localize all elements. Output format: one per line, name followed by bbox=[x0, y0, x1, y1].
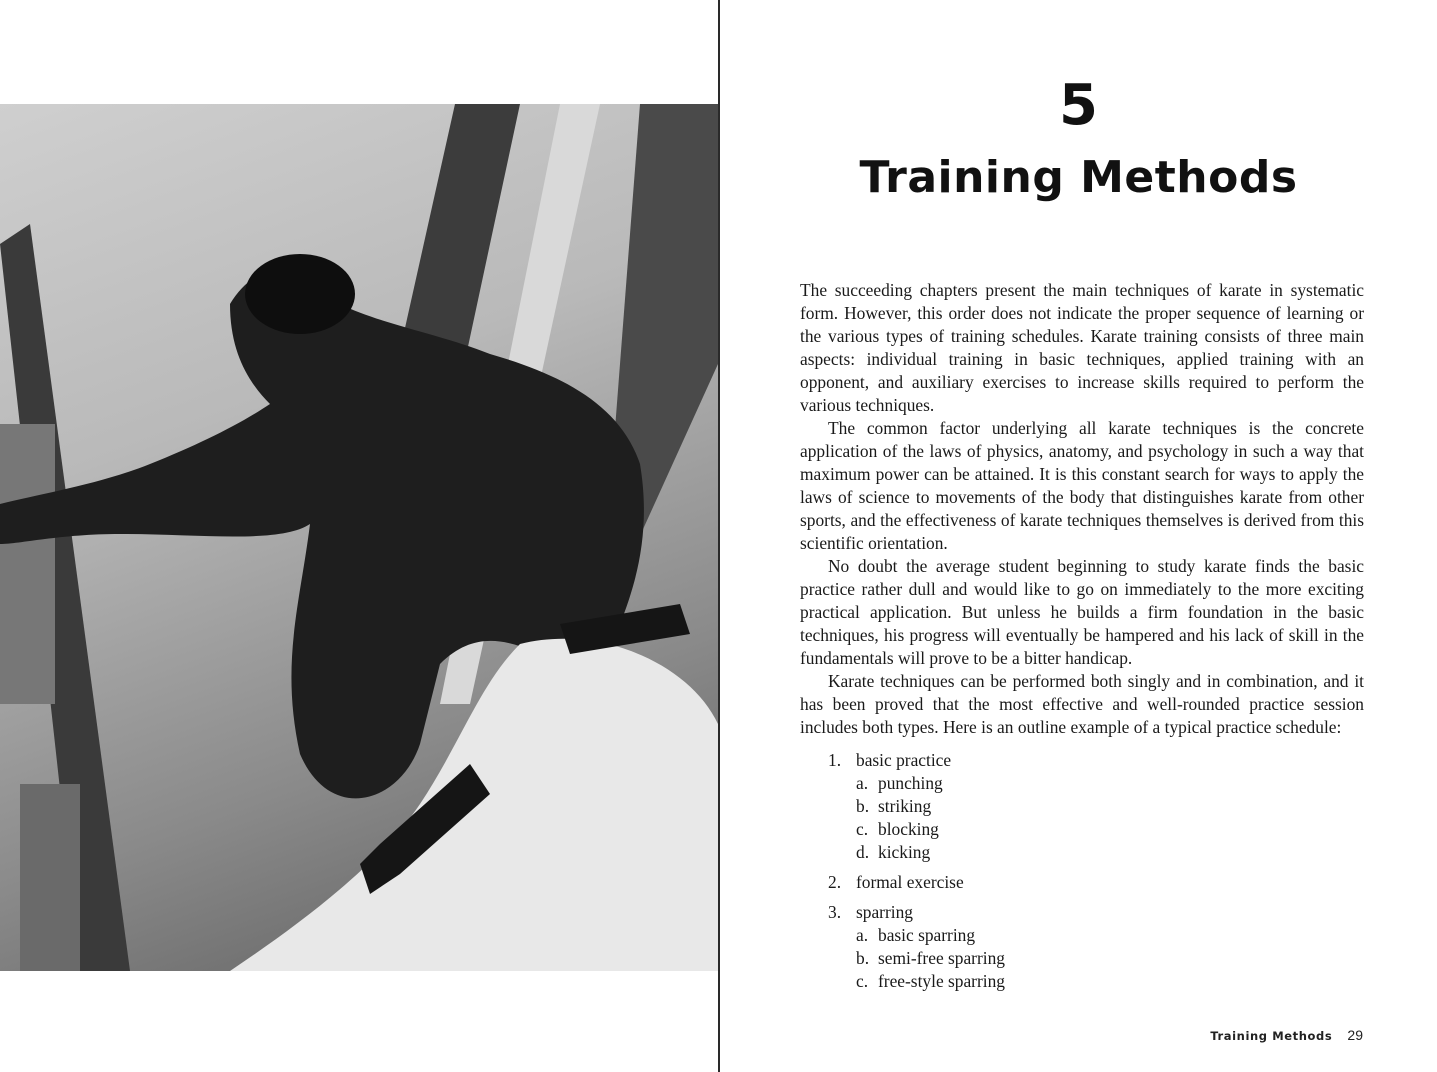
sub-item-label: blocking bbox=[878, 819, 939, 839]
right-page bbox=[720, 0, 1437, 1072]
item-label: basic practice bbox=[856, 750, 952, 770]
sub-item bbox=[856, 841, 1364, 864]
photo-illustration bbox=[0, 104, 718, 971]
sub-item-letter: a. bbox=[856, 773, 869, 793]
sub-item bbox=[856, 795, 1364, 818]
running-head: Training Methods bbox=[1210, 1029, 1333, 1043]
sub-item-letter: a. bbox=[856, 925, 869, 945]
sub-item-label: striking bbox=[878, 796, 932, 816]
item-number: 1. bbox=[828, 750, 842, 770]
sub-item-letter: d. bbox=[856, 842, 870, 862]
paragraph: Karate techniques can be performed both singly and in combination, and it has been proved that the most effective and well-rounded practice session includes both types. Here is an outline example of a typical practice schedule: bbox=[800, 671, 1364, 737]
paragraph: The common factor underlying all karate techniques is the concrete application of the laws of physics, anatomy, and psychology in such a way that maximum power can be attained. It is this constant search for ways to apply the laws of science to movements of the body that distinguishes karate from other sports, and the effectiveness of karate techniques themselves is derived from this scientific orientation. bbox=[800, 418, 1364, 553]
paragraph: No doubt the average student beginning to study karate finds the basic practice rather dull and would like to go on immediately to the more exciting practical application. But unless he builds a firm foundation in the basic techniques, his progress will eventually be hampered and his lack of skill in the fundamentals will prove to be a bitter handicap. bbox=[800, 556, 1364, 668]
schedule-item bbox=[828, 871, 1364, 894]
sub-item bbox=[856, 818, 1364, 841]
sub-item bbox=[856, 947, 1364, 970]
chapter-title: Training Methods bbox=[859, 152, 1298, 203]
sub-item-label: free-style sparring bbox=[878, 971, 1005, 991]
chapter-number: 5 bbox=[1059, 73, 1098, 138]
sub-item-letter: c. bbox=[856, 971, 869, 991]
karate-punch-photo bbox=[0, 104, 718, 971]
practice-schedule-list bbox=[828, 749, 1364, 993]
left-page bbox=[0, 0, 718, 1072]
sub-list bbox=[856, 924, 1364, 993]
item-label: sparring bbox=[856, 902, 913, 922]
sub-item bbox=[856, 970, 1364, 993]
page-footer bbox=[1210, 1025, 1363, 1044]
sub-item-label: kicking bbox=[878, 842, 931, 862]
sub-item-label: semi-free sparring bbox=[878, 948, 1005, 968]
sub-item-label: basic sparring bbox=[878, 925, 976, 945]
page-number: 29 bbox=[1347, 1027, 1363, 1043]
sub-item-letter: b. bbox=[856, 948, 870, 968]
schedule-item bbox=[828, 749, 1364, 864]
paragraph: The succeeding chapters present the main techniques of karate in systematic form. However, this order does not indicate the proper sequence of learning or the various types of training schedules. Karate training consists of three main aspects: individual training in basic techniques, applied training with an opponent, and auxiliary exercises to increase skills required to perform the various techniques. bbox=[800, 280, 1364, 415]
sub-item-letter: b. bbox=[856, 796, 870, 816]
chapter-body bbox=[800, 279, 1364, 1000]
item-number: 2. bbox=[828, 872, 842, 892]
sub-list bbox=[856, 772, 1364, 864]
sub-item bbox=[856, 772, 1364, 795]
sub-item-label: punching bbox=[878, 773, 943, 793]
item-number: 3. bbox=[828, 902, 842, 922]
item-label: formal exercise bbox=[856, 872, 964, 892]
sub-item bbox=[856, 924, 1364, 947]
sub-item-letter: c. bbox=[856, 819, 869, 839]
schedule-item bbox=[828, 901, 1364, 993]
